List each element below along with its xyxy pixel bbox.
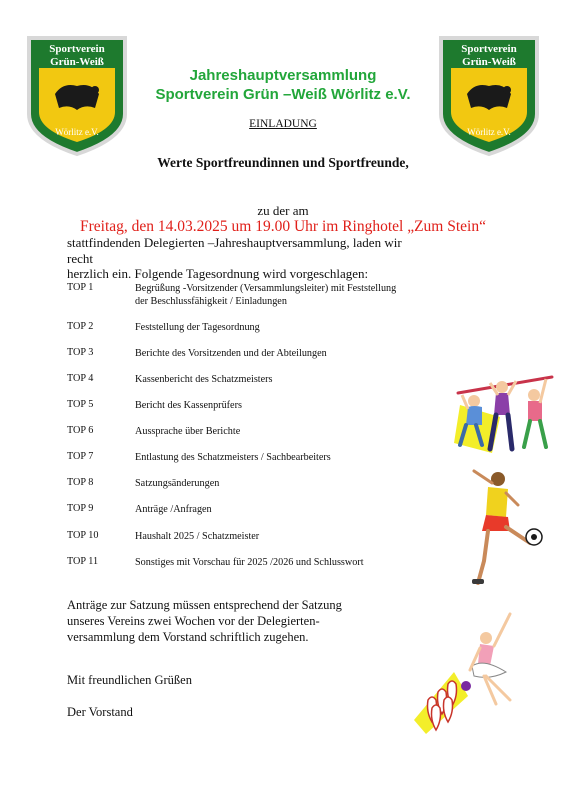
agenda-top-number: TOP 10 [67, 530, 99, 541]
greeting: Werte Sportfreundinnen und Sportfreunde, [157, 155, 409, 170]
agenda-text: Entlastung des Schatzmeisters / Sachbearbeiters [135, 452, 331, 463]
intro-line-1: stattfindenden Delegierten –Jahreshauptversammlung, laden wir recht [67, 235, 402, 266]
event-date-line: Freitag, den 14.03.2025 um 19.00 Uhr im Ringhotel „Zum Stein“ [80, 218, 486, 235]
closing-paragraph [67, 597, 387, 645]
document-title [120, 66, 446, 104]
agenda-top-number: TOP 5 [67, 399, 94, 410]
closing-line-2: unseres Vereins zwei Wochen vor der Delegierten- [67, 614, 320, 628]
zu-der-am: zu der am [257, 203, 309, 218]
agenda-text-line2: der Beschlussfähigkeit / Einladungen [135, 296, 287, 307]
logo-text-line2: Grün-Weiß [50, 56, 104, 68]
agenda-top-number: TOP 2 [67, 321, 94, 332]
agenda-text: Aussprache über Berichte [135, 426, 241, 437]
soccer-player-icon [468, 465, 548, 590]
club-logo-right [437, 34, 541, 158]
title-line-2: Sportverein Grün –Weiß Wörlitz e.V. [155, 86, 411, 103]
agenda-text [135, 282, 435, 308]
intro-paragraph [67, 235, 427, 282]
agenda-text: Satzungsänderungen [135, 478, 220, 489]
agenda-text: Berichte des Vorsitzenden und der Abteilungen [135, 348, 327, 359]
closing-line-3: versammlung dem Vorstand schriftlich zugehen. [67, 630, 309, 644]
bowling-player-icon [414, 600, 524, 735]
agenda-top-number: TOP 1 [67, 282, 94, 293]
logo-text-bottom: Wörlitz e.V. [55, 127, 99, 137]
gymnastics-group-icon [452, 365, 556, 455]
agenda-text-line1: Begrüßung -Vorsitzender (Versammlungsleiter) mit Feststellung [135, 283, 397, 294]
agenda-top-number: TOP 9 [67, 503, 94, 514]
agenda-text: Sonstiges mit Vorschau für 2025 /2026 und Schlusswort [135, 557, 364, 568]
club-logo-left [25, 34, 129, 158]
agenda-text: Kassenbericht des Schatzmeisters [135, 374, 273, 385]
agenda-text: Feststellung der Tagesordnung [135, 322, 260, 333]
logo-text-line1: Sportverein [49, 43, 105, 55]
einladung-heading: EINLADUNG [249, 118, 317, 130]
agenda-top-number: TOP 7 [67, 451, 94, 462]
title-line-1: Jahreshauptversammlung [189, 67, 377, 84]
intro-line-2: herzlich ein. Folgende Tagesordnung wird vorgeschlagen: [67, 266, 369, 281]
logo-text-line2: Grün-Weiß [462, 56, 516, 68]
agenda-top-number: TOP 6 [67, 425, 94, 436]
agenda-text: Bericht des Kassenprüfers [135, 400, 242, 411]
agenda-text: Anträge /Anfragen [135, 504, 212, 515]
agenda-top-number: TOP 4 [67, 373, 94, 384]
agenda-top-number: TOP 8 [67, 477, 94, 488]
agenda-text: Haushalt 2025 / Schatzmeister [135, 531, 260, 542]
closing-line-1: Anträge zur Satzung müssen entsprechend der Satzung [67, 598, 342, 612]
logo-text-line1: Sportverein [461, 43, 517, 55]
signature: Der Vorstand [67, 705, 133, 719]
agenda-top-number: TOP 3 [67, 347, 94, 358]
regards: Mit freundlichen Grüßen [67, 673, 192, 687]
logo-text-bottom: Wörlitz e.V. [467, 127, 511, 137]
agenda-top-number: TOP 11 [67, 556, 99, 567]
